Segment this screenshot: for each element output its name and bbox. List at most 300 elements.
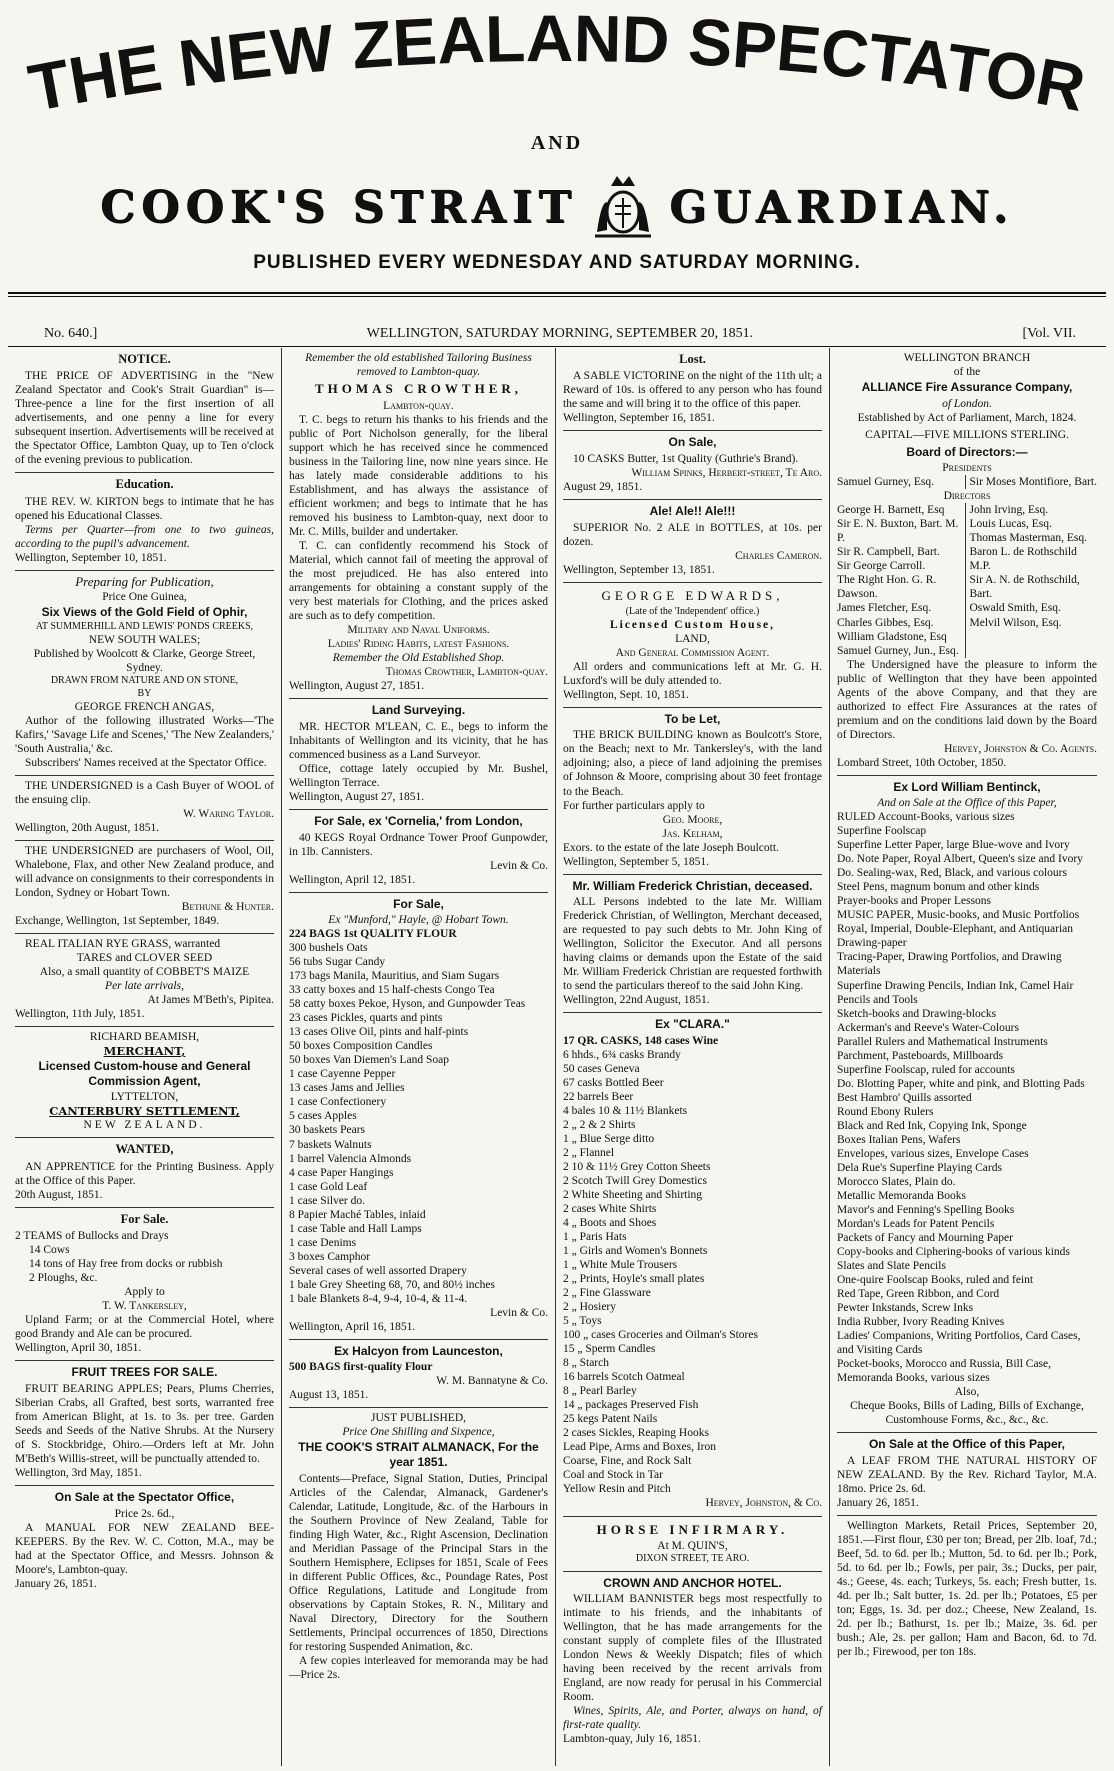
- ad-cornelia: [289, 810, 548, 893]
- list-item: Mordan's Leads for Patent Pencils: [837, 1217, 995, 1230]
- top-rule: [8, 292, 1106, 294]
- column-3: [556, 348, 830, 1766]
- list-item: Sir E. N. Buxton, Bart. M. P.: [837, 518, 959, 545]
- list-item: Prayer-books and Proper Lessons: [837, 895, 992, 908]
- ad-heading: For Sale.: [120, 1211, 169, 1226]
- ad-text: Remember the Old Established Shop.: [332, 652, 505, 665]
- issue-date: WELLINGTON, SATURDAY MORNING, SEPTEMBER 20, 1851.: [366, 326, 754, 341]
- ad-text: At M. QUIN'S,: [657, 1540, 728, 1553]
- list-item: Parchment, Pasteboards, Millboards: [837, 1049, 1004, 1062]
- list-item: Melvil Wilson, Esq.: [969, 616, 1062, 629]
- list-item: 58 catty boxes Pekoe, Hyson, and Gunpowder Teas: [289, 998, 526, 1011]
- list-item: 2 Scotch Twill Grey Domestics: [563, 1175, 707, 1188]
- list-item: The Right Hon. G. R. Dawson.: [837, 574, 937, 601]
- ad-text: 17 QR. CASKS, 148 cases Wine: [563, 1034, 719, 1047]
- list-item: Samuel Gurney, Jun., Esq.: [837, 644, 959, 657]
- ad-item-list: [563, 1048, 822, 1497]
- ad-date: Wellington, August 27, 1851.: [289, 790, 425, 803]
- ad-text: Author of the following illustrated Works—'The Kafirs,' 'Savage Life and Scenes,' 'The New Zealanders,' 'South Australia,' &c.: [15, 714, 274, 755]
- ad-date: Wellington, August 27, 1851.: [289, 680, 425, 693]
- ad-fruit-trees: [15, 1361, 274, 1486]
- ad-text: T. C. begs to return his thanks to his friends and the public of Port Nicholson generally, for the liberal support which he has received since he commenced business in the Tailoring line, now nine years since. He has lately made considerable additions to his Establishment, and has always the assistance of efficient workmen; and begs to intimate that he has removed his business to Lambton-quay, next door to Mr. C. Mills, builder and undertaker.: [289, 413, 548, 539]
- ad-bullocks: [15, 1208, 274, 1361]
- list-item: Royal, Imperial, Double-Elephant, and Antiquarian Drawing-paper: [837, 923, 1074, 950]
- ad-signature: W. Waring Taylor.: [183, 807, 274, 820]
- list-item: Red Tape, Green Ribbon, and Cord: [837, 1287, 1000, 1300]
- list-item: Lead Pipe, Arms and Boxes, Iron: [563, 1441, 716, 1454]
- list-item: 4 „ Boots and Shoes: [563, 1217, 657, 1230]
- ad-date: Wellington, September 5, 1851.: [563, 855, 709, 868]
- ad-date: Lambton-quay, July 16, 1851.: [563, 1733, 701, 1746]
- list-item: Superfine Foolscap, ruled for accounts: [837, 1063, 1015, 1076]
- ad-signature: Hervey, Johnston, & Co.: [705, 1497, 822, 1510]
- ad-text: CAPITAL—FIVE MILLIONS STERLING.: [865, 428, 1069, 441]
- ad-signature: T. W. Tankersley,: [102, 1300, 187, 1313]
- ad-text: Sir Moses Montifiore, Bart.: [965, 475, 1098, 489]
- list-item: Pocket-books, Morocco and Russia, Bill Case, Memoranda Books, various sizes: [837, 1357, 1052, 1384]
- ad-text: For further particulars apply to: [563, 799, 705, 812]
- list-item: Packets of Fancy and Mourning Paper: [837, 1231, 1013, 1244]
- list-item: 4 bales 10 & 11½ Blankets: [563, 1105, 688, 1118]
- ad-signature: Thomas Crowther, Lambton-quay.: [385, 666, 548, 679]
- ad-text: CANTERBURY SETTLEMENT,: [49, 1104, 240, 1119]
- ad-heading: Preparing for Publication,: [75, 573, 214, 589]
- ad-heading: NOTICE.: [118, 352, 171, 366]
- ad-item-list: [289, 941, 548, 1305]
- list-item: Parallel Rulers and Mathematical Instruments: [837, 1035, 1048, 1048]
- ad-title: GEORGE EDWARDS,: [601, 587, 784, 603]
- directors-right: [965, 503, 1098, 657]
- list-item: 1 „ Girls and Women's Bonnets: [563, 1245, 708, 1258]
- ad-almanack: [289, 1408, 548, 1687]
- ad-text: 40 KEGS Royal Ordnance Tower Proof Gunpowder, in 1lb. Cannisters.: [289, 831, 548, 858]
- list-item: Best Hambro' Quills assorted: [837, 1091, 972, 1104]
- ad-date: Wellington, September 16, 1851.: [563, 412, 715, 425]
- ad-natural-history: [837, 1433, 1097, 1516]
- list-item: Superfine Foolscap: [837, 825, 927, 838]
- ad-heading: Land Surveying.: [371, 703, 466, 718]
- ad-text: T. C. can confidently recommend his Stock of Material, which cannot fail of meeting the approval of the most prejudiced. He has also entered into arrangements for obtaining a constant supply of the very best materials for Clothing, and the prices asked are such as to defy competition.: [289, 540, 548, 623]
- list-item: 2 cases White Shirts: [563, 1203, 657, 1216]
- list-item: 50 boxes Composition Candles: [289, 1040, 433, 1053]
- ad-price: Price One Guinea,: [102, 590, 187, 603]
- ad-title: THE COOK'S STRAIT ALMANACK, For the year 1851.: [298, 1440, 539, 1470]
- ad-heading: Ale! Ale!! Ale!!!: [649, 503, 736, 518]
- ad-text: NEW SOUTH WALES;: [88, 634, 201, 647]
- list-item: 1 „ Paris Hats: [563, 1231, 627, 1244]
- ad-heading: On Sale at the Spectator Office,: [54, 1489, 235, 1504]
- list-item: 1 bale Blankets 8-4, 9-4, 10-4, & 11-4.: [289, 1292, 468, 1305]
- ad-text: Presidents: [942, 462, 992, 475]
- ad-text: Terms per Quarter—from one to two guineas, according to the pupil's advancement.: [15, 523, 274, 550]
- list-item: 3 boxes Camphor: [289, 1250, 371, 1263]
- list-item: Mavor's and Fenning's Spelling Books: [837, 1203, 1015, 1216]
- list-item: Do. Blotting Paper, white and pink, and Blotting Pads: [837, 1077, 1085, 1090]
- ad-text: Licensed Custom House,: [609, 618, 776, 631]
- list-item: One-quire Foolscap Books, ruled and feint: [837, 1273, 1034, 1286]
- ad-heading: Board of Directors:—: [906, 444, 1028, 459]
- ad-signature: Charles Cameron.: [735, 549, 822, 562]
- ad-heading: For Sale, ex 'Cornelia,' from London,: [314, 813, 523, 828]
- list-item: 1 „ White Mule Trousers: [563, 1259, 678, 1272]
- ad-date: Wellington, 3rd May, 1851.: [15, 1466, 142, 1479]
- ad-text: THE BRICK BUILDING known as Boulcott's Store, on the Beach; next to Mr. Tankersley's, with the land adjoining; also, a piece of land adjoining the premises of Johnson & Moore, comprising about 30 feet frontage to the Beach.: [563, 729, 822, 798]
- ad-text: Ladies' Riding Habits, latest Fashions.: [327, 638, 510, 651]
- ad-rye-grass: [15, 934, 274, 1027]
- ad-heading: Education.: [115, 477, 174, 492]
- ad-horse-infirmary: [563, 1517, 822, 1572]
- ad-text: DRAWN FROM NATURE AND ON STONE,: [50, 675, 239, 687]
- ad-item: 14 Cows: [29, 1244, 70, 1257]
- ad-item: 14 tons of Hay free from docks or rubbish: [29, 1258, 223, 1271]
- ad-author: GEORGE FRENCH ANGAS,: [74, 700, 215, 713]
- ad-crown-anchor: [563, 1572, 822, 1752]
- ad-text: LYTTELTON,: [110, 1091, 179, 1104]
- ad-text: Apply to: [124, 1286, 165, 1299]
- list-item: Coal and Stock in Tar: [563, 1469, 663, 1482]
- list-item: Slates and Slate Pencils: [837, 1259, 946, 1272]
- ad-text: WILLIAM BANNISTER begs most respectfully to intimate to his friends, and the inhabitants of Wellington, that he has made arrangements for the constant supply of complete files of the Illustrated London News & Weekly Dispatch; files of which having been received by the recent arrivals from England, are now ready for perusal in his Commercial Room.: [563, 1593, 822, 1704]
- ad-text: THE REV. W. KIRTON begs to intimate that he has opened his Educational Classes.: [15, 495, 274, 522]
- guardian-right: GUARDIAN.: [669, 181, 1014, 233]
- ad-date: Lombard Street, 10th October, 1850.: [837, 756, 1007, 769]
- ad-ophir-views: [15, 571, 274, 776]
- ad-land-surveying: [289, 699, 548, 810]
- column-1: [8, 348, 282, 1766]
- list-item: Do. Sealing-wax, Red, Black, and various colours: [837, 867, 1067, 880]
- list-item: William Gladstone, Esq: [837, 630, 947, 643]
- list-item: 13 cases Jams and Jellies: [289, 1082, 405, 1095]
- list-item: 13 cases Olive Oil, pints and half-pints: [289, 1026, 469, 1039]
- ad-signature: Levin & Co.: [490, 1306, 548, 1319]
- list-item: 2 10 & 11½ Grey Cotton Sheets: [563, 1161, 711, 1174]
- ad-text: Cheque Books, Bills of Lading, Bills of Exchange, Customhouse Forms, &c., &c., &c.: [850, 1399, 1084, 1426]
- ad-bee-manual: [15, 1486, 274, 1596]
- ad-signature: Levin & Co.: [490, 859, 548, 872]
- ad-beamish: [15, 1027, 274, 1138]
- ad-signature: Jas. Kelham,: [662, 827, 723, 840]
- list-item: 5 cases Apples: [289, 1110, 357, 1123]
- list-item: 50 boxes Van Diemen's Land Soap: [289, 1054, 449, 1067]
- ad-signature: Bethune & Hunter.: [181, 901, 274, 913]
- masthead-and: AND: [530, 132, 584, 154]
- list-item: 1 „ Blue Serge ditto: [563, 1133, 655, 1146]
- ad-title: Six Views of the Gold Field of Ophir,: [41, 604, 248, 619]
- ad-text: MERCHANT,: [103, 1044, 186, 1059]
- ad-text: TARES and CLOVER SEED: [76, 952, 213, 965]
- list-item: Sir George Carroll.: [837, 560, 926, 573]
- list-item: Ladies' Companions, Writing Portfolios, Card Cases, and Visiting Cards: [837, 1329, 1081, 1356]
- ad-heading: WANTED,: [115, 1142, 174, 1157]
- list-item: 33 catty boxes and 15 half-chests Congo Tea: [289, 984, 495, 997]
- publication-schedule: PUBLISHED EVERY WEDNESDAY AND SATURDAY MORNING.: [253, 252, 861, 273]
- ad-text: Licensed Custom-house and General Commission Agent,: [38, 1059, 251, 1088]
- ad-date: August 29, 1851.: [563, 480, 643, 493]
- ad-item: 2 Ploughs, &c.: [29, 1272, 98, 1285]
- ad-date: Wellington, September 13, 1851.: [563, 563, 715, 576]
- list-item: Sketch-books and Drawing-blocks: [837, 1007, 997, 1020]
- ad-heading: Ex Halcyon from Launceston,: [334, 1343, 503, 1358]
- ad-heading: CROWN AND ANCHOR HOTEL.: [603, 1575, 782, 1590]
- list-item: 1 bale Grey Sheeting 68, 70, and 80½ inches: [289, 1278, 495, 1291]
- presidents-row: [837, 475, 1097, 489]
- list-item: 1 case Confectionery: [289, 1096, 387, 1109]
- ad-date: Wellington, April 30, 1851.: [15, 1342, 142, 1355]
- ad-date: January 26, 1851.: [837, 1496, 919, 1509]
- ad-heading: WELLINGTON BRANCH: [903, 352, 1031, 364]
- list-item: 16 barrels Scotch Oatmeal: [563, 1371, 685, 1384]
- ad-text: THE PRICE OF ADVERTISING in the "New Zealand Spectator and Cook's Strait Guardian" is—Three-pence a line for the first insertion of all advertisements, and one penny a line for every subsequent insertion. Advertisements will be received at the Spectator Office, Lambton Quay, up to Ten o'clock of the evening previous to publication.: [15, 370, 275, 467]
- list-item: George H. Barnett, Esq: [837, 504, 945, 517]
- ad-date: Wellington, 22nd August, 1851.: [563, 994, 710, 1007]
- ad-signature: Geo. Moore,: [662, 813, 723, 826]
- ad-text: All orders and communications left at Mr. G. H. Luxford's will be duly attended to.: [563, 660, 822, 687]
- ad-signature: William Spinks, Herbert-street, Te Aro.: [631, 466, 822, 479]
- list-item: 1 case Denims: [289, 1236, 357, 1249]
- ad-heading: JUST PUBLISHED,: [371, 1412, 466, 1425]
- ad-text: The Undersigned have the pleasure to inform the public of Wellington that they have been appointed Agents of the above Company, and that they are authorized to effect Fire Assurances at the rates of premium and on the conditions laid down by the Board of Directors.: [837, 658, 1097, 741]
- ad-heading: FRUIT TREES FOR SALE.: [71, 1365, 218, 1380]
- ad-george-edwards: [563, 583, 822, 708]
- ad-to-let: [563, 708, 822, 875]
- list-item: 15 „ Sperm Candles: [563, 1343, 656, 1356]
- ad-lost: [563, 348, 822, 431]
- ad-text: And on Sale at the Office of this Paper,: [877, 797, 1057, 810]
- list-item: 8 „ Pearl Barley: [563, 1385, 637, 1398]
- ad-text: THE UNDERSIGNED is a Cash Buyer of WOOL of the ensuing clip.: [15, 779, 274, 806]
- ad-heading: On Sale at the Office of this Paper,: [868, 1437, 1066, 1451]
- directors-left: [837, 503, 965, 657]
- ad-text: LAND,: [675, 632, 710, 645]
- ad-text: A LEAF FROM THE NATURAL HISTORY OF NEW ZEALAND. By the Rev. Richard Taylor, M.A. 18mo. Price 2s. 6d.: [837, 1454, 1097, 1495]
- ad-text: Directors: [943, 490, 991, 503]
- ad-date: Wellington, September 10, 1851.: [15, 551, 167, 564]
- ad-text: A MANUAL FOR NEW ZEALAND BEE-KEEPERS. By the Rev. W. C. Cotton, M.A., may be had at the Spectator Office, and Messrs. Johnson & Moore's, Lambton-quay.: [15, 1521, 274, 1576]
- list-item: Oswald Smith, Esq.: [969, 602, 1061, 615]
- ad-heading: Ex Lord William Bentinck,: [893, 779, 1041, 794]
- list-item: 23 cases Pickles, quarts and pints: [289, 1012, 443, 1025]
- ad-text: ALL Persons indebted to the late Mr. William Frederick Christian, of Wellington, Merchant deceased, are requested to pay such debts to Mr. John King of Wellington, Solicitor the Executor. And all persons having claims or demands upon the Estate of the said Mr. William Frederick Christian are requested forthwith to send the particulars thereof to the said John King.: [563, 896, 822, 993]
- ad-text: A SABLE VICTORINE on the night of the 11th ult; a Reward of 10s. is offered to any person who has found the same and will bring it to the office of this paper.: [563, 370, 822, 411]
- list-item: Dela Rue's Superfine Playing Cards: [837, 1161, 1002, 1174]
- masthead-title: [0, 4, 1114, 124]
- ad-text: THE UNDERSIGNED are purchasers of Wool, Oil, Whalebone, Flax, and other New Zealand produce, and will advance on consignments to their correspondents in London, Sydney or Hobart Town.: [15, 844, 275, 899]
- ad-heading: On Sale,: [668, 435, 717, 450]
- ad-text: REAL ITALIAN RYE GRASS, warranted: [25, 938, 221, 951]
- ad-date: Wellington, April 16, 1851.: [289, 1320, 416, 1333]
- list-item: Steel Pens, magnum bonum and other kinds: [837, 881, 1040, 894]
- list-item: India Rubber, Ivory Reading Knives: [837, 1315, 1005, 1328]
- directors-table: [837, 503, 1097, 657]
- list-item: 8 Papier Maché Tables, inlaid: [289, 1208, 426, 1221]
- ad-date: January 26, 1851.: [15, 1577, 97, 1590]
- list-item: 1 case Gold Leaf: [289, 1180, 368, 1193]
- masthead-title-text: THE NEW ZEALAND SPECTATOR: [23, 4, 1091, 124]
- ad-text: BY: [137, 687, 152, 699]
- ad-text: Also, a small quantity of COBBET'S MAIZE: [39, 966, 250, 979]
- list-item: MUSIC PAPER, Music-books, and Music Portfolios: [837, 909, 1080, 922]
- list-item: 1 barrel Valencia Almonds: [289, 1152, 412, 1165]
- list-item: Tracing-Paper, Drawing Portfolios, and Drawing Materials: [837, 951, 1062, 978]
- list-item: Charles Gibbes, Esq.: [837, 616, 934, 629]
- ad-text: Contents—Preface, Signal Station, Duties, Principal Articles of the Calendar, Almanack, Gardener's Calendar, Latitude, Longitude, &c. of the Harbours in the Southern Province of New Zealand, Table for finding High Water, &c., Right Ascension, Declination and Meridian Passage of the Principal Stars in the Southern Hemisphere, Eclipses for 1851, Scale of Fees in different Public Offices, &c., Poundage Rates, Post Office Regulations, Latitude and Longitude from observations by Captain Stokes, R. N., Military and Naval Directory, Directory for the Southern Settlements, Principal occurrences of 1850, Directions for restoring Suspended Animation, &c.: [289, 1472, 548, 1653]
- ad-munford: [289, 893, 548, 1340]
- ad-butter: [563, 431, 822, 500]
- list-item: 2 „ Hosiery: [563, 1301, 617, 1314]
- list-item: 300 bushels Oats: [289, 942, 368, 955]
- list-item: Ackerman's and Reeve's Water-Colours: [837, 1021, 1019, 1034]
- ad-clara: [563, 1013, 822, 1516]
- list-item: 22 barrels Beer: [563, 1091, 634, 1104]
- ad-purchasers: [15, 841, 274, 934]
- market-prices: Wellington Markets, Retail Prices, September 20, 1851.—First flour, £30 per ton; Bread, per 2lb. loaf, 7d.; Beef, 5d. to 6d. per lb.; Mutton, 5d. to 6d. per lb.; Pork, 5d. to 6d. per lb.; Fowls, per pair, 3s.; Ducks, per pair, 4s.; Geese, 4s. each; Turkeys, 5s. each; Fresh butter, 1s. 4d. per lb.; Salt butter, 1s. 2d. per lb.; Potatoes, £5 per ton; Eggs, 1s. 3d. per doz.; Cheese, New Zealand, 1s. 2d. per lb.; Bathurst, 1s. per lb.; Maize, 3s. 6d. per bush.; Ale, 2s. per gallon; Ham and Bacon, 6d. to 7d. per lb.; Firewood, per ton 18s.: [837, 1519, 1097, 1658]
- ad-text: Published by Woolcott & Clarke, George Street, Sydney.: [33, 648, 256, 675]
- svg-text:THE NEW ZEALAND SPECTATOR: [23, 4, 1091, 124]
- ad-wanted: [15, 1138, 274, 1207]
- ad-christian-estate: [563, 875, 822, 1014]
- list-item: 1 case Silver do.: [289, 1194, 366, 1207]
- ad-text: Lambton-quay.: [383, 399, 454, 412]
- list-item: John Irving, Esq.: [969, 504, 1049, 517]
- list-item: 1 case Cayenne Pepper: [289, 1068, 396, 1081]
- ad-notice: [15, 348, 274, 473]
- ad-wool-buyer: [15, 776, 274, 841]
- ad-ale: [563, 500, 822, 583]
- ad-item-list: [15, 1243, 274, 1285]
- ad-heading: RICHARD BEAMISH,: [89, 1031, 200, 1044]
- ad-signature: W. M. Bannatyne & Co.: [436, 1375, 548, 1388]
- ad-markets: [837, 1516, 1097, 1664]
- ad-halcyon: [289, 1340, 548, 1409]
- ad-date: Wellington, 20th August, 1851.: [15, 821, 160, 834]
- list-item: Copy-books and Ciphering-books of various kinds: [837, 1245, 1070, 1258]
- ad-text: Subscribers' Names received at the Spectator Office.: [25, 756, 267, 769]
- top-rule-thin: [8, 296, 1106, 297]
- list-item: 1 case Table and Hall Lamps: [289, 1222, 422, 1235]
- ad-text: of London.: [942, 397, 992, 410]
- ad-text: AN APPRENTICE for the Printing Business. Apply at the Office of this Paper.: [15, 1160, 274, 1187]
- list-item: 173 bags Manila, Mauritius, and Siam Sugars: [289, 970, 500, 983]
- list-item: Thomas Masterman, Esq.: [969, 532, 1088, 545]
- volume-number: [Vol. VII.: [1022, 326, 1076, 341]
- ad-text: AT SUMMERHILL AND LEWIS' PONDS CREEKS,: [35, 621, 254, 633]
- ad-text: And General Commission Agent.: [615, 646, 770, 659]
- list-item: 6 hhds., 6¾ casks Brandy: [563, 1048, 681, 1061]
- ad-text: Office, cottage lately occupied by Mr. Bushel, Wellington Terrace.: [289, 762, 548, 789]
- list-item: 5 „ Toys: [563, 1315, 602, 1328]
- ad-text: Upland Farm; or at the Commercial Hotel, where good Brandy and Ale can be procured.: [15, 1314, 274, 1341]
- list-item: Sir R. Campbell, Bart.: [837, 546, 940, 559]
- list-item: Sir A. N. de Rothschild, Bart.: [969, 574, 1080, 601]
- list-item: Baron L. de Rothschild M.P.: [969, 546, 1077, 573]
- list-item: Metallic Memoranda Books: [837, 1189, 967, 1202]
- ad-text: Ex "Munford," Hayle, @ Hobart Town.: [328, 914, 509, 927]
- ad-date: Wellington, 11th July, 1851.: [15, 1008, 145, 1021]
- ad-heading: Ex "CLARA.": [655, 1017, 730, 1032]
- ad-stationery: [837, 776, 1097, 1433]
- ad-text: NEW ZEALAND.: [83, 1119, 206, 1132]
- dateline-rule: [8, 346, 1106, 347]
- list-item: 2 „ Flannel: [563, 1147, 615, 1160]
- ad-date: 20th August, 1851.: [15, 1188, 103, 1201]
- list-item: 30 baskets Pears: [289, 1124, 366, 1137]
- list-item: Several cases of well assorted Drapery: [289, 1264, 467, 1277]
- ad-text: Exors. to the estate of the late Joseph Boulcott.: [563, 841, 779, 854]
- ad-date: Exchange, Wellington, 1st September, 1849.: [15, 915, 220, 928]
- list-item: Envelopes, various sizes, Envelope Cases: [837, 1147, 1029, 1160]
- ad-text: 224 BAGS 1st QUALITY FLOUR: [289, 928, 457, 941]
- guardian-left: COOK'S STRAIT: [100, 181, 578, 233]
- ad-text: FRUIT BEARING APPLES; Pears, Plums Cherries, Siberian Crabs, all Grafted, best sorts, warranted free from American Blight, at 1s. to 3s. per tree. Garden Seeds and Seeds of the Native Shrubs. At the Nursery of S. Stockbridge, Ohiro.—Orders left at Mr. John M'Beth's Willis-street, will be punctually attended to.: [15, 1382, 274, 1465]
- ad-text: A few copies interleaved for memoranda may be had—Price 2s.: [289, 1654, 548, 1681]
- list-item: Round Ebony Rulers: [837, 1105, 934, 1118]
- ad-item-list: [837, 810, 1097, 1385]
- column-4: [830, 348, 1104, 1766]
- ad-signature: Hervey, Johnston & Co. Agents.: [944, 742, 1097, 755]
- list-item: 8 „ Starch: [563, 1357, 609, 1370]
- list-item: 50 cases Geneva: [563, 1063, 640, 1075]
- list-item: Superfine Drawing Pencils, Indian Ink, Camel Hair Pencils and Tools: [837, 979, 1074, 1006]
- list-item: 25 kegs Patent Nails: [563, 1413, 658, 1426]
- list-item: Coarse, Fine, and Rock Salt: [563, 1455, 692, 1468]
- columns: [8, 348, 1106, 1766]
- ad-title: THOMAS CROWTHER,: [314, 381, 522, 397]
- list-item: Louis Lucas, Esq.: [969, 518, 1052, 531]
- ad-alliance-assurance: [837, 348, 1097, 776]
- ad-title: HORSE INFIRMARY.: [596, 1521, 789, 1537]
- list-item: 2 „ Fine Glassware: [563, 1287, 651, 1300]
- list-item: Boxes Italian Pens, Wafers: [837, 1133, 961, 1146]
- column-2: [282, 348, 556, 1766]
- ad-text: 2 TEAMS of Bullocks and Drays: [15, 1230, 169, 1242]
- ad-text: of the: [953, 366, 981, 379]
- ad-heading: Lost.: [679, 352, 706, 366]
- ad-text: Per late arrivals,: [105, 980, 184, 993]
- list-item: 14 „ packages Preserved Fish: [563, 1399, 699, 1412]
- ad-date: August 13, 1851.: [289, 1389, 369, 1402]
- list-item: Do. Note Paper, Royal Albert, Queen's size and Ivory: [837, 853, 1083, 866]
- list-item: 2 White Sheeting and Shirting: [563, 1189, 703, 1202]
- ad-heading: For Sale,: [393, 896, 444, 911]
- ad-price: Price 2s. 6d.,: [114, 1507, 175, 1520]
- ad-heading: Remember the old established Tailoring Business removed to Lambton-quay.: [305, 352, 532, 379]
- ad-text: Wines, Spirits, Ale, and Porter, always on hand, of first-rate quality.: [563, 1705, 822, 1732]
- list-item: 2 cases Sickles, Reaping Hooks: [563, 1427, 709, 1440]
- ad-text: (Late of the 'Independent' office.): [625, 605, 760, 617]
- ad-date: Wellington, Sept. 10, 1851.: [563, 688, 689, 701]
- ad-text: MR. HECTOR M'LEAN, C. E., begs to inform the Inhabitants of Wellington and its vicinity, that he has commenced business as a Land Surveyor.: [289, 720, 548, 761]
- royal-crest-icon: [591, 172, 655, 242]
- ad-text: 10 CASKS Butter, 1st Quality (Guthrie's Brand).: [573, 452, 799, 465]
- ad-heading: Mr. William Frederick Christian, deceased.: [572, 878, 813, 893]
- ad-text: Established by Act of Parliament, March, 1824.: [857, 411, 1077, 424]
- list-item: 2 „ 2 & 2 Shirts: [563, 1119, 636, 1132]
- dateline: [8, 326, 1106, 342]
- ad-text: DIXON STREET, TE ARO.: [635, 1553, 750, 1565]
- issue-number: No. 640.]: [44, 326, 98, 341]
- list-item: 2 „ Prints, Hoyle's small plates: [563, 1273, 705, 1286]
- ad-education: [15, 473, 274, 570]
- list-item: 56 tubs Sugar Candy: [289, 956, 386, 969]
- ad-price: Price One Shilling and Sixpence,: [342, 1426, 495, 1439]
- ad-date: Wellington, April 12, 1851.: [289, 873, 416, 886]
- guardian-banner: [40, 168, 1074, 246]
- list-item: Black and Red Ink, Copying Ink, Sponge: [837, 1119, 1027, 1132]
- list-item: Pewter Inkstands, Screw Inks: [837, 1301, 974, 1314]
- list-item: 67 casks Bottled Beer: [563, 1077, 664, 1090]
- list-item: Morocco Slates, Plain do.: [837, 1175, 956, 1188]
- ad-text: SUPERIOR No. 2 ALE in BOTTLES, at 10s. per dozen.: [563, 521, 822, 548]
